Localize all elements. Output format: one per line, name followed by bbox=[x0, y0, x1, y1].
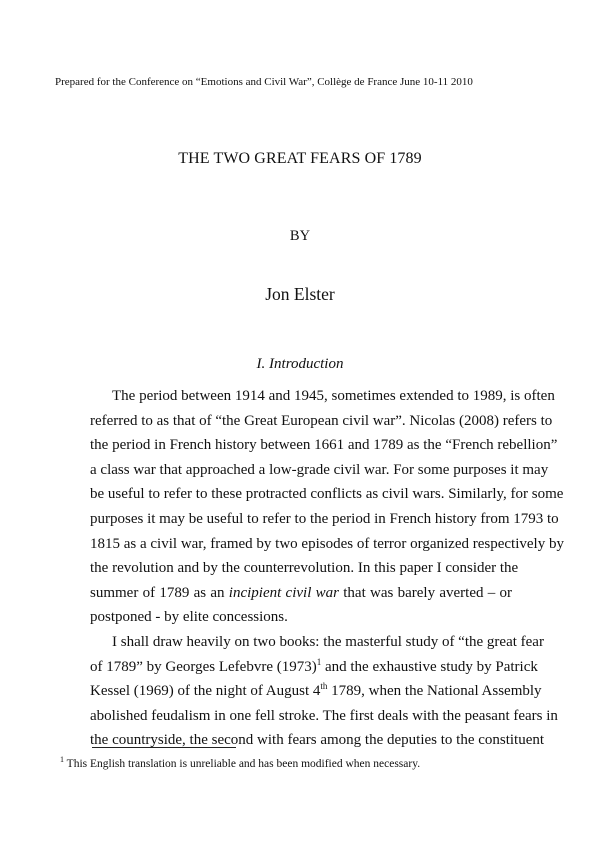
conference-header: Prepared for the Conference on “Emotions and Civil War”, Collège de France June 10-11 2010 bbox=[55, 76, 473, 88]
paragraph-2 bbox=[90, 630, 558, 753]
paragraph-line: The period between 1914 and 1945, sometimes extended to 1989, is often bbox=[112, 388, 555, 404]
paragraph-line: abolished feudalism in one fell stroke. The first deals with the peasant fears in bbox=[90, 707, 558, 724]
paragraph-line: Kessel (1969) of the night of August 4th 1789, when the National Assembly bbox=[90, 681, 542, 700]
paragraph-line: I shall draw heavily on two books: the masterful study of “the great fear bbox=[112, 633, 544, 650]
footnote-text: This English translation is unreliable and has been modified when necessary. bbox=[64, 758, 421, 770]
paragraph-line: the period in French history between 1661 and 1789 as the “French rebellion” bbox=[90, 437, 558, 454]
body-text bbox=[90, 384, 564, 753]
ordinal-superscript: th bbox=[320, 681, 328, 692]
paragraph-line: the revolution and by the counterrevolution. In this paper I consider the bbox=[90, 560, 519, 577]
byline-label: BY bbox=[289, 228, 311, 244]
footnote-marker: 1 bbox=[60, 755, 64, 765]
paragraph-line: be useful to refer to these protracted conflicts as civil wars. Similarly, for some bbox=[90, 486, 564, 503]
footnote bbox=[60, 757, 580, 771]
paper-title: THE TWO GREAT FEARS OF 1789 bbox=[178, 150, 422, 167]
emphasis-text: incipient civil war bbox=[228, 584, 339, 601]
paragraph-line: postponed - by elite concessions. bbox=[90, 609, 288, 626]
paragraph-1 bbox=[90, 384, 564, 630]
section-heading: I. Introduction bbox=[256, 356, 344, 372]
paragraph-line: a class war that approached a low-grade civil war. For some purposes it may bbox=[90, 461, 549, 478]
paragraph-line: of 1789” by Georges Lefebvre $(1973)^1$ and the exhaustive study by Patrick bbox=[90, 656, 538, 675]
footnote-divider bbox=[92, 747, 236, 748]
paragraph-line: summer of 1789 as an incipient civil war that was barely averted – or bbox=[90, 584, 512, 601]
paragraph-line: the countryside, the second with fears among the deputies to the constituent bbox=[90, 732, 545, 749]
paragraph-line: referred to as that of “the Great European civil war”. Nicolas (2008) refers to bbox=[90, 412, 553, 429]
paragraph-line: purposes it may be useful to refer to the period in French history from 1793 to bbox=[90, 510, 559, 527]
footnote-reference[interactable]: 1 bbox=[316, 656, 322, 667]
paragraph-line: 1815 as a civil war, framed by two episodes of terror organized respectively by bbox=[90, 535, 564, 552]
author-name: Jon Elster bbox=[265, 284, 335, 304]
